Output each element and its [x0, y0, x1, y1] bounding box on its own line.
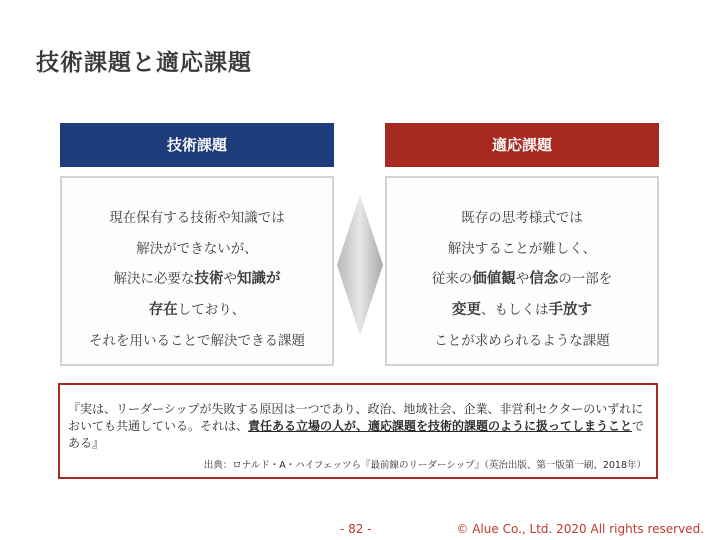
quote-box	[58, 383, 658, 479]
quote-text: 『実は、リーダーシップが失敗する原因は一つであり、政治、地域社会、企業、非営利セクターのいずれにおいても共通している。それは、責任ある立場の人が、適応課題を技術的課題のように扱ってしまうことである』	[68, 402, 645, 450]
adaptive-header: 適応課題	[385, 123, 659, 167]
page-number: - 82 -	[340, 522, 372, 536]
technical-line-4: 存在しており、	[148, 302, 246, 318]
adaptive-line-4: 変更、もしくは手放す	[452, 302, 592, 318]
technical-line-1: 現在保有する技術や知識では	[109, 210, 285, 226]
adaptive-line-1: 既存の思考様式では	[461, 210, 583, 226]
page-title: 技術課題と適応課題	[36, 50, 252, 76]
adaptive-line-5: ことが求められるような課題	[434, 333, 610, 349]
quote-source: 出典：ロナルド・A・ハイフェッツら『最前線のリーダーシップ』（英治出版、第一版第一刷、2018年）	[203, 460, 646, 471]
adaptive-description-box	[385, 176, 659, 366]
quote-emphasis: 責任ある立場の人が、適応課題を技術的課題のように扱ってしまうこと	[248, 419, 633, 433]
technical-description-box	[60, 176, 334, 366]
technical-line-2: 解決ができないが、	[136, 241, 258, 257]
technical-header: 技術課題	[60, 123, 334, 167]
adaptive-line-2: 解決することが難しく、	[447, 241, 597, 257]
copyright: © Alue Co., Ltd. 2020 All rights reserved.	[456, 522, 704, 536]
bidirectional-arrow-icon	[337, 195, 383, 335]
technical-line-5: それを用いることで解決できる課題	[89, 333, 305, 349]
technical-line-3: 解決に必要な技術や知識が	[113, 271, 281, 287]
adaptive-line-3: 従来の価値観や信念の一部を	[431, 271, 613, 287]
